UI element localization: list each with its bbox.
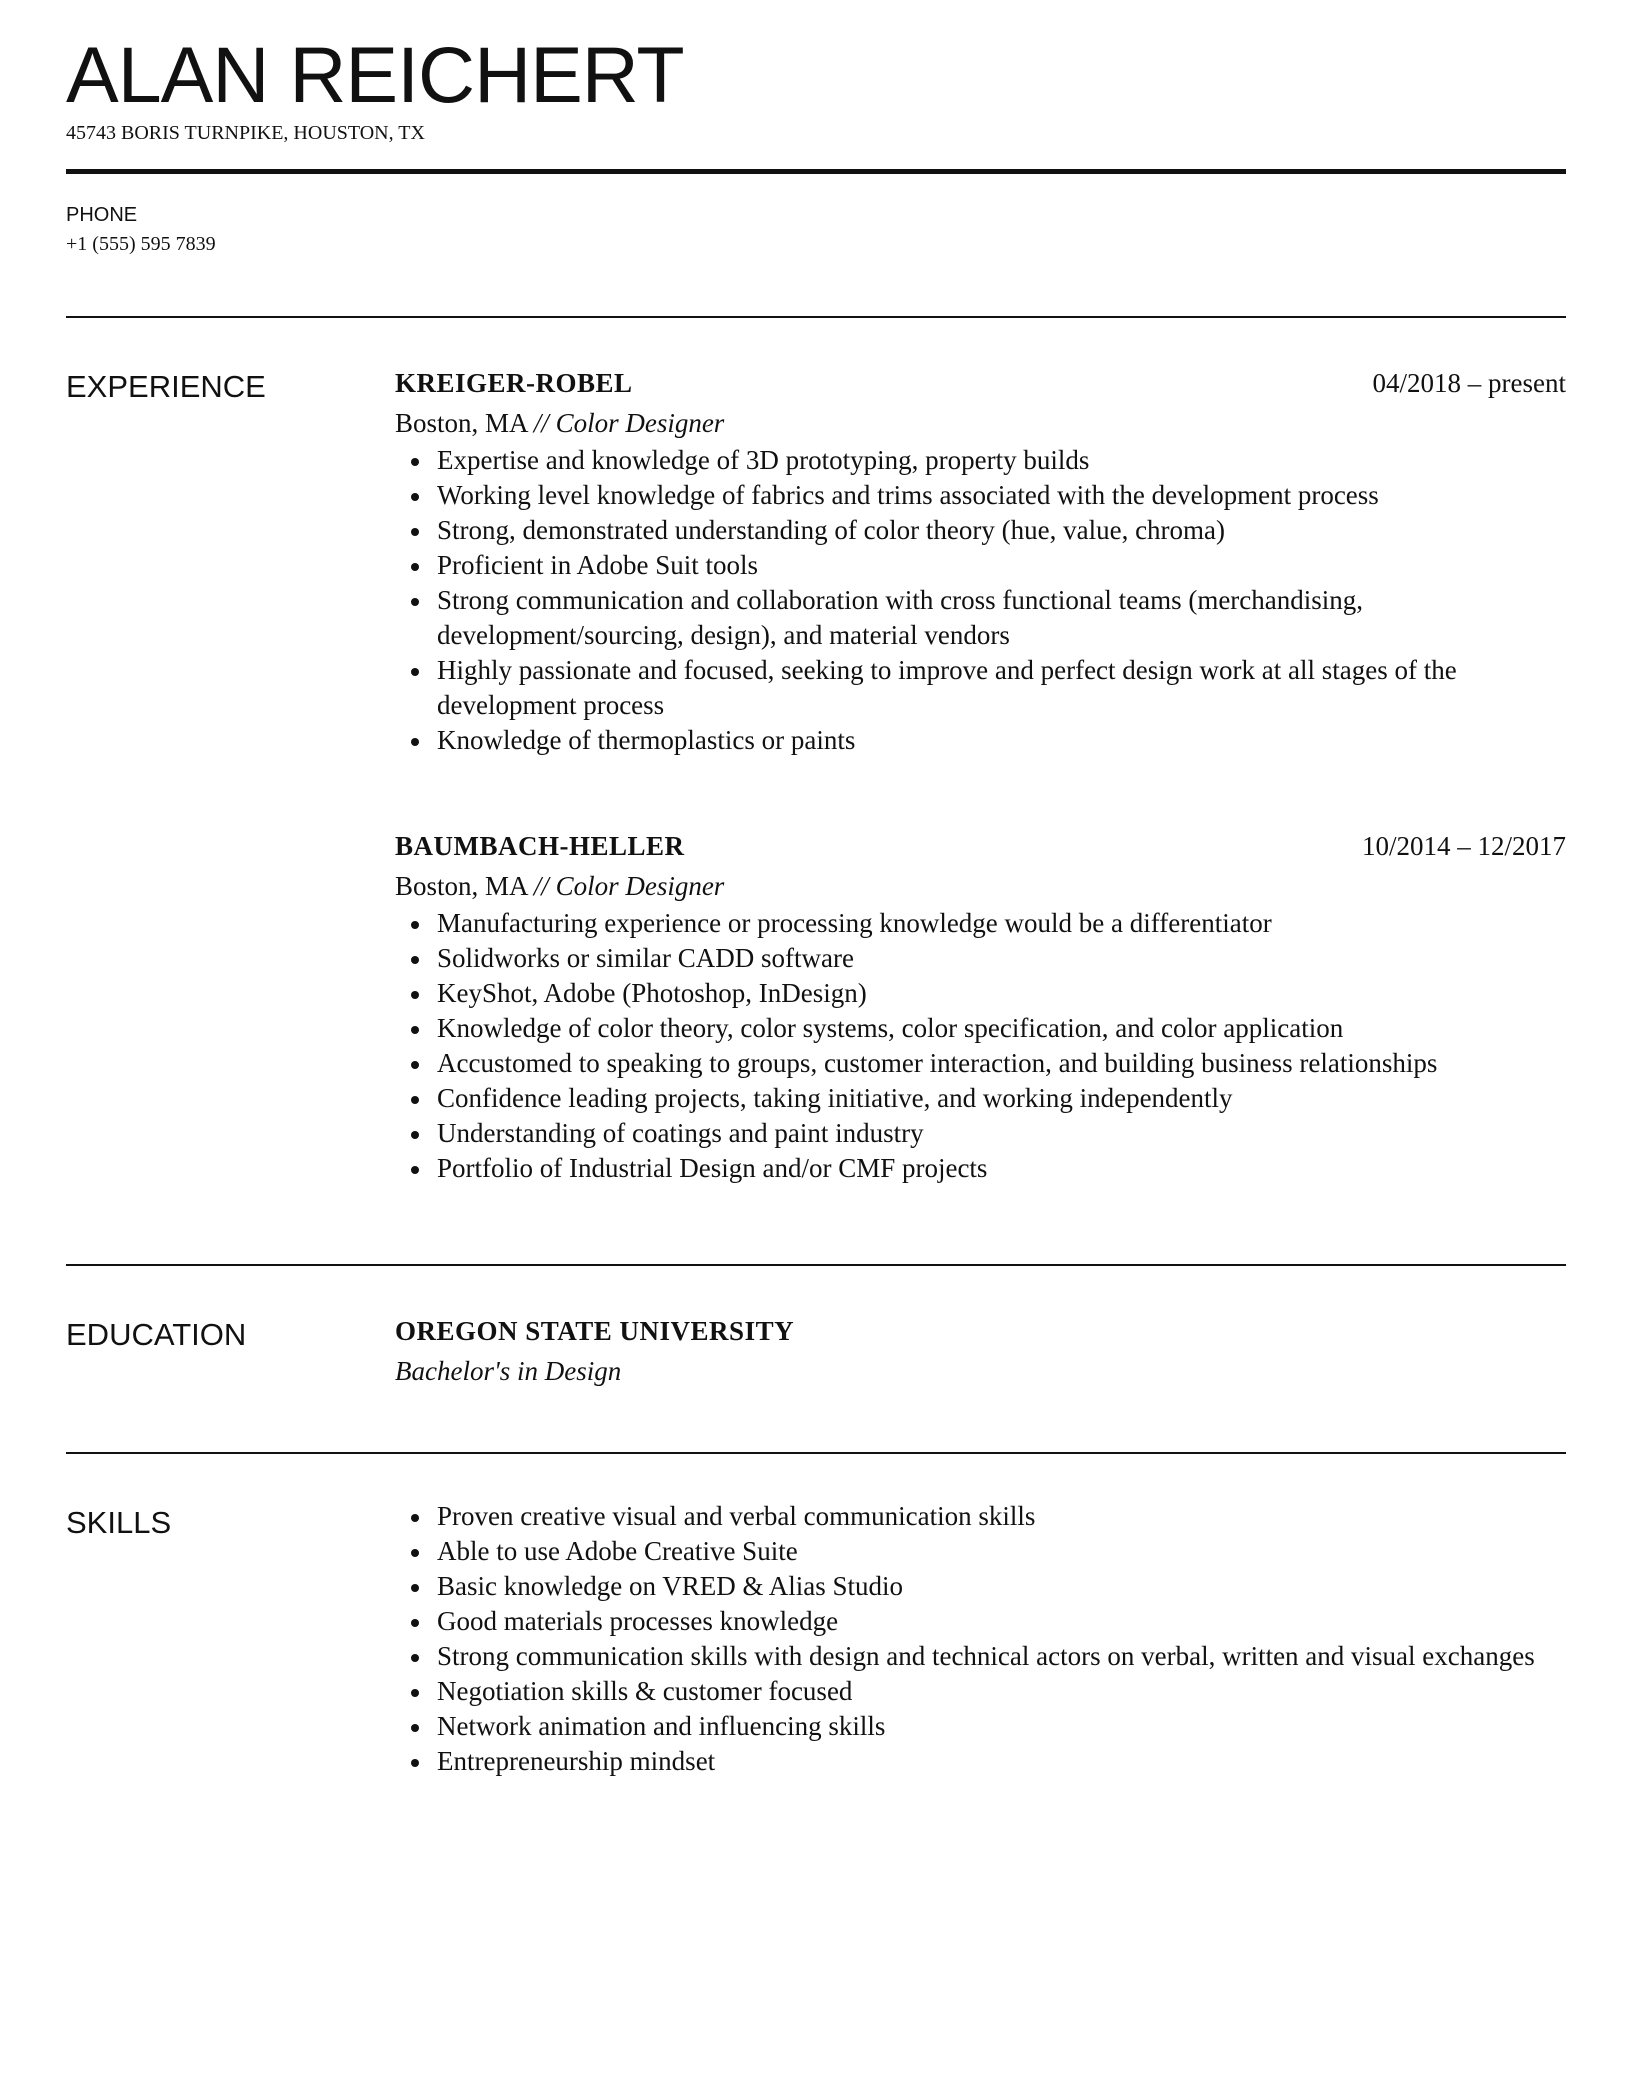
list-item: Entrepreneurship mindset xyxy=(395,1744,1566,1779)
school-name: OREGON STATE UNIVERSITY xyxy=(395,1316,795,1346)
candidate-address: 45743 BORIS TURNPIKE, HOUSTON, TX xyxy=(66,122,425,144)
list-item: Able to use Adobe Creative Suite xyxy=(395,1534,1566,1569)
job-employer: KREIGER-ROBEL xyxy=(395,368,633,398)
list-item: Knowledge of color theory, color systems, color specification, and color application xyxy=(395,1011,1566,1046)
list-item: Understanding of coatings and paint industry xyxy=(395,1116,1566,1151)
list-item: Strong communication and collaboration with cross functional teams (merchandising, development/sourcing, design), and material vendors xyxy=(395,583,1566,653)
phone-number: +1 (555) 595 7839 xyxy=(66,233,216,255)
job-dates: 04/2018 – present xyxy=(1372,368,1566,398)
skills-list xyxy=(395,1499,1566,1779)
list-item: Strong communication skills with design and technical actors on verbal, written and visual exchanges xyxy=(395,1639,1566,1674)
education-entry xyxy=(395,1311,1566,1391)
job-bullet-list xyxy=(395,443,1566,758)
skills-entry xyxy=(395,1499,1566,1779)
section-divider xyxy=(66,1452,1566,1454)
list-item: Network animation and influencing skills xyxy=(395,1709,1566,1744)
job-bullet-list xyxy=(395,906,1566,1186)
list-item: Working level knowledge of fabrics and trims associated with the development process xyxy=(395,478,1566,513)
job-location-role xyxy=(395,866,1566,906)
phone-label: PHONE xyxy=(66,204,138,226)
list-item: Good materials processes knowledge xyxy=(395,1604,1566,1639)
list-item: Basic knowledge on VRED & Alias Studio xyxy=(395,1569,1566,1604)
list-item: KeyShot, Adobe (Photoshop, InDesign) xyxy=(395,976,1566,1011)
job-entry xyxy=(395,826,1566,1186)
list-item: Negotiation skills & customer focused xyxy=(395,1674,1566,1709)
experience-heading: EXPERIENCE xyxy=(66,369,266,404)
list-item: Expertise and knowledge of 3D prototyping, property builds xyxy=(395,443,1566,478)
skills-heading: SKILLS xyxy=(66,1505,172,1540)
job-separator: // xyxy=(533,871,549,901)
job-location: Boston, MA xyxy=(395,871,528,901)
job-employer: BAUMBACH-HELLER xyxy=(395,831,685,861)
list-item: Manufacturing experience or processing knowledge would be a differentiator xyxy=(395,906,1566,941)
education-heading: EDUCATION xyxy=(66,1317,247,1352)
list-item: Solidworks or similar CADD software xyxy=(395,941,1566,976)
job-location: Boston, MA xyxy=(395,408,528,438)
header-divider xyxy=(66,169,1566,174)
list-item: Strong, demonstrated understanding of color theory (hue, value, chroma) xyxy=(395,513,1566,548)
job-role: Color Designer xyxy=(555,408,725,438)
job-role: Color Designer xyxy=(555,871,725,901)
list-item: Accustomed to speaking to groups, customer interaction, and building business relationships xyxy=(395,1046,1566,1081)
degree: Bachelor's in Design xyxy=(395,1356,622,1386)
list-item: Portfolio of Industrial Design and/or CMF projects xyxy=(395,1151,1566,1186)
list-item: Proficient in Adobe Suit tools xyxy=(395,548,1566,583)
list-item: Proven creative visual and verbal communication skills xyxy=(395,1499,1566,1534)
list-item: Highly passionate and focused, seeking to improve and perfect design work at all stages of the development process xyxy=(395,653,1566,723)
candidate-name: ALAN REICHERT xyxy=(66,30,684,119)
section-divider xyxy=(66,316,1566,318)
job-location-role xyxy=(395,403,1566,443)
job-separator: // xyxy=(533,408,549,438)
job-entry xyxy=(395,363,1566,758)
job-dates: 10/2014 – 12/2017 xyxy=(1361,831,1566,861)
list-item: Confidence leading projects, taking initiative, and working independently xyxy=(395,1081,1566,1116)
section-divider xyxy=(66,1264,1566,1266)
list-item: Knowledge of thermoplastics or paints xyxy=(395,723,1566,758)
